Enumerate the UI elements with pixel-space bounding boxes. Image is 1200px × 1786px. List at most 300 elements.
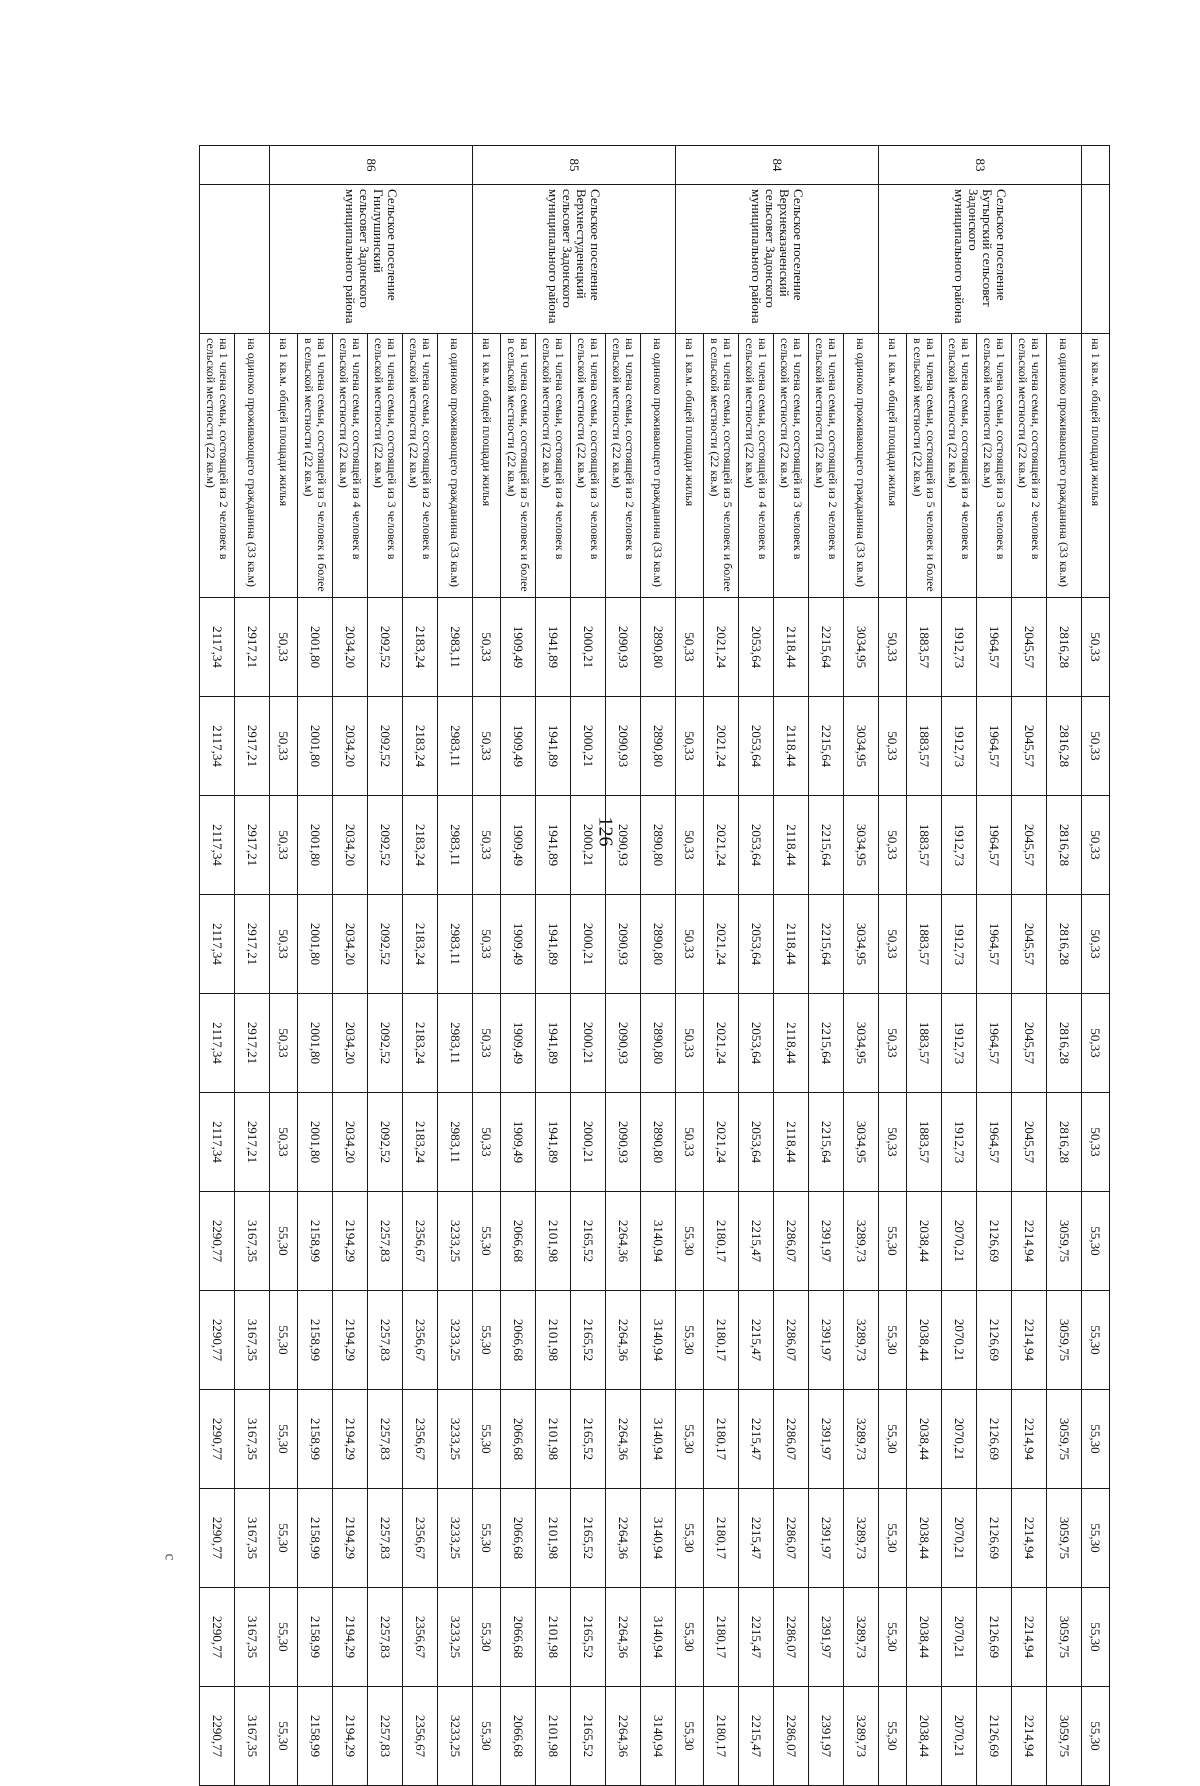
table-row (298, 146, 333, 1786)
value-cell: 55,30 (676, 1390, 704, 1489)
value-cell: 2001,80 (298, 598, 333, 697)
value-cell: 2890,80 (641, 1093, 676, 1192)
value-cell: 2215,47 (739, 1390, 774, 1489)
value-cell: 2816,28 (1047, 796, 1082, 895)
value-cell: 3167,35 (235, 1489, 270, 1588)
row-number: 85 (473, 146, 676, 185)
value-cell: 2214,94 (1012, 1489, 1047, 1588)
value-cell: 2000,21 (571, 895, 606, 994)
table-row (235, 146, 270, 1786)
value-cell: 55,30 (1082, 1192, 1110, 1291)
value-cell: 2034,20 (333, 796, 368, 895)
value-cell: 1941,89 (536, 1093, 571, 1192)
value-cell: 2286,07 (774, 1588, 809, 1687)
value-cell: 2180,17 (704, 1192, 739, 1291)
value-cell: 2816,28 (1047, 1093, 1082, 1192)
value-cell: 2101,98 (536, 1291, 571, 1390)
value-cell: 55,30 (270, 1291, 298, 1390)
value-cell: 1909,49 (501, 895, 536, 994)
value-cell: 2917,21 (235, 598, 270, 697)
value-cell: 2214,94 (1012, 1588, 1047, 1687)
norm-description: на одиноко проживающего гражданина (33 кв.м) (1047, 334, 1082, 598)
value-cell: 2983,11 (438, 697, 473, 796)
settlement-name: Сельское поселение Бутырский сельсовет Задонского муниципального района (879, 185, 1082, 334)
value-cell: 3059,75 (1047, 1192, 1082, 1291)
value-cell: 50,33 (473, 598, 501, 697)
value-cell: 1941,89 (536, 697, 571, 796)
value-cell: 2215,47 (739, 1588, 774, 1687)
value-cell: 2158,99 (298, 1489, 333, 1588)
value-cell: 2126,69 (977, 1687, 1012, 1786)
rotated-table-wrapper (120, 145, 1110, 1758)
value-cell: 3233,25 (438, 1291, 473, 1390)
value-cell: 3140,94 (641, 1588, 676, 1687)
value-cell: 2001,80 (298, 1093, 333, 1192)
table-row (739, 146, 774, 1786)
value-cell: 2101,98 (536, 1687, 571, 1786)
value-cell: 55,30 (473, 1588, 501, 1687)
table-row (942, 146, 977, 1786)
value-cell: 2117,34 (200, 598, 235, 697)
table-row (438, 146, 473, 1786)
value-cell: 50,33 (879, 895, 907, 994)
value-cell: 2983,11 (438, 895, 473, 994)
value-cell: 2286,07 (774, 1192, 809, 1291)
value-cell: 2917,21 (235, 895, 270, 994)
value-cell: 2070,21 (942, 1687, 977, 1786)
value-cell: 2070,21 (942, 1192, 977, 1291)
table-row (1012, 146, 1047, 1786)
value-cell: 55,30 (676, 1489, 704, 1588)
value-cell: 55,30 (473, 1390, 501, 1489)
value-cell: 2264,36 (606, 1588, 641, 1687)
value-cell: 2214,94 (1012, 1192, 1047, 1291)
value-cell: 1883,57 (907, 1093, 942, 1192)
settlement-name: Сельское поселение Гнилушинский сельсовет Задонского муниципального района (270, 185, 473, 334)
value-cell: 2165,52 (571, 1192, 606, 1291)
value-cell: 2090,93 (606, 994, 641, 1093)
value-cell: 3034,95 (844, 895, 879, 994)
norm-description: на 1 члена семьи, состоящей из 4 человек в сельской местности (22 кв.м) (333, 334, 368, 598)
value-cell: 3167,35 (235, 1390, 270, 1489)
value-cell: 50,33 (1082, 895, 1110, 994)
value-cell: 2092,52 (368, 796, 403, 895)
value-cell: 1912,73 (942, 796, 977, 895)
value-cell: 2118,44 (774, 697, 809, 796)
table-row (809, 146, 844, 1786)
value-cell: 2070,21 (942, 1489, 977, 1588)
value-cell: 2117,34 (200, 994, 235, 1093)
value-cell: 2126,69 (977, 1489, 1012, 1588)
norm-description: на 1 члена семьи, состоящей из 2 человек в сельской местности (22 кв.м) (809, 334, 844, 598)
value-cell: 2983,11 (438, 598, 473, 697)
value-cell: 2001,80 (298, 796, 333, 895)
table-row (501, 146, 536, 1786)
value-cell: 2183,24 (403, 895, 438, 994)
value-cell: 2118,44 (774, 994, 809, 1093)
value-cell: 50,33 (676, 994, 704, 1093)
value-cell: 1964,57 (977, 598, 1012, 697)
value-cell: 2066,68 (501, 1192, 536, 1291)
value-cell: 3140,94 (641, 1390, 676, 1489)
value-cell: 2158,99 (298, 1390, 333, 1489)
value-cell: 2066,68 (501, 1390, 536, 1489)
value-cell: 2816,28 (1047, 598, 1082, 697)
value-cell: 3289,73 (844, 1192, 879, 1291)
value-cell: 2053,64 (739, 796, 774, 895)
norm-description: на 1 кв.м. общей площади жилья (879, 334, 907, 598)
value-cell: 2045,57 (1012, 598, 1047, 697)
value-cell: 55,30 (473, 1192, 501, 1291)
value-cell: 1964,57 (977, 796, 1012, 895)
value-cell: 2053,64 (739, 1093, 774, 1192)
value-cell: 50,33 (676, 697, 704, 796)
norm-description: на 1 члена семьи, состоящей из 5 человек и более в сельской местности (22 кв.м) (501, 334, 536, 598)
value-cell: 2000,21 (571, 994, 606, 1093)
value-cell: 2038,44 (907, 1291, 942, 1390)
settlement-name (200, 185, 270, 334)
value-cell: 2126,69 (977, 1390, 1012, 1489)
value-cell: 2101,98 (536, 1489, 571, 1588)
norm-description: на 1 члена семьи, состоящей из 3 человек в сельской местности (22 кв.м) (774, 334, 809, 598)
value-cell: 2158,99 (298, 1687, 333, 1786)
value-cell: 2215,64 (809, 598, 844, 697)
value-cell: 2290,77 (200, 1390, 235, 1489)
value-cell: 3167,35 (235, 1192, 270, 1291)
norm-description: на 1 члена семьи, состоящей из 5 человек и более в сельской местности (22 кв.м) (907, 334, 942, 598)
table-row (270, 146, 298, 1786)
settlement-name: Сельское поселение Верхнестуденецкий сельсовет Задонского муниципального района (473, 185, 676, 334)
value-cell: 2290,77 (200, 1192, 235, 1291)
value-cell: 50,33 (879, 1093, 907, 1192)
value-cell: 2118,44 (774, 598, 809, 697)
value-cell: 2090,93 (606, 796, 641, 895)
table-row (606, 146, 641, 1786)
table-row (1082, 146, 1110, 1786)
value-cell: 3059,75 (1047, 1588, 1082, 1687)
value-cell: 55,30 (676, 1291, 704, 1390)
value-cell: 2101,98 (536, 1192, 571, 1291)
row-number: 84 (676, 146, 879, 185)
value-cell: 2070,21 (942, 1390, 977, 1489)
value-cell: 50,33 (1082, 796, 1110, 895)
table-row (571, 146, 606, 1786)
value-cell: 2391,97 (809, 1687, 844, 1786)
value-cell: 50,33 (676, 796, 704, 895)
value-cell: 2917,21 (235, 994, 270, 1093)
value-cell: 2070,21 (942, 1291, 977, 1390)
value-cell: 2165,52 (571, 1588, 606, 1687)
value-cell: 55,30 (879, 1291, 907, 1390)
value-cell: 55,30 (1082, 1390, 1110, 1489)
value-cell: 50,33 (473, 1093, 501, 1192)
value-cell: 2391,97 (809, 1192, 844, 1291)
norm-description: на 1 члена семьи, состоящей из 2 человек в сельской местности (22 кв.м) (200, 334, 235, 598)
value-cell: 2816,28 (1047, 697, 1082, 796)
value-cell: 1964,57 (977, 895, 1012, 994)
value-cell: 1912,73 (942, 1093, 977, 1192)
value-cell: 2090,93 (606, 598, 641, 697)
value-cell: 2257,83 (368, 1192, 403, 1291)
table-row (907, 146, 942, 1786)
value-cell: 3289,73 (844, 1390, 879, 1489)
norm-description: на 1 члена семьи, состоящей из 2 человек в сельской местности (22 кв.м) (403, 334, 438, 598)
value-cell: 50,33 (676, 1093, 704, 1192)
value-cell: 1883,57 (907, 994, 942, 1093)
value-cell: 3034,95 (844, 796, 879, 895)
value-cell: 50,33 (473, 994, 501, 1093)
norm-description: на 1 члена семьи, состоящей из 3 человек в сельской местности (22 кв.м) (571, 334, 606, 598)
value-cell: 2165,52 (571, 1390, 606, 1489)
norm-description: на 1 кв.м. общей площади жилья (270, 334, 298, 598)
value-cell: 1941,89 (536, 796, 571, 895)
value-cell: 2053,64 (739, 598, 774, 697)
value-cell: 2890,80 (641, 796, 676, 895)
value-cell: 3140,94 (641, 1291, 676, 1390)
value-cell: 2215,47 (739, 1291, 774, 1390)
value-cell: 2053,64 (739, 697, 774, 796)
norm-description: на 1 кв.м. общей площади жилья (1082, 334, 1110, 598)
value-cell: 2286,07 (774, 1489, 809, 1588)
value-cell: 55,30 (473, 1687, 501, 1786)
value-cell: 2117,34 (200, 697, 235, 796)
value-cell: 1964,57 (977, 697, 1012, 796)
value-cell: 3034,95 (844, 994, 879, 1093)
value-cell: 2180,17 (704, 1489, 739, 1588)
value-cell: 2180,17 (704, 1390, 739, 1489)
value-cell: 1941,89 (536, 994, 571, 1093)
value-cell: 50,33 (270, 994, 298, 1093)
value-cell: 2215,47 (739, 1687, 774, 1786)
value-cell: 2257,83 (368, 1291, 403, 1390)
value-cell: 3289,73 (844, 1291, 879, 1390)
value-cell: 2180,17 (704, 1687, 739, 1786)
value-cell: 3034,95 (844, 697, 879, 796)
value-cell: 2000,21 (571, 1093, 606, 1192)
value-cell: 50,33 (1082, 994, 1110, 1093)
value-cell: 2053,64 (739, 895, 774, 994)
value-cell: 1912,73 (942, 994, 977, 1093)
value-cell: 2391,97 (809, 1489, 844, 1588)
norm-description: на 1 члена семьи, состоящей из 2 человек в сельской местности (22 кв.м) (606, 334, 641, 598)
value-cell: 2090,93 (606, 895, 641, 994)
table-row (641, 146, 676, 1786)
value-cell: 2183,24 (403, 994, 438, 1093)
value-cell: 50,33 (473, 895, 501, 994)
value-cell: 2917,21 (235, 697, 270, 796)
value-cell: 2066,68 (501, 1687, 536, 1786)
value-cell: 2356,67 (403, 1291, 438, 1390)
value-cell: 3034,95 (844, 1093, 879, 1192)
table-row (879, 146, 907, 1786)
value-cell: 2183,24 (403, 796, 438, 895)
value-cell: 55,30 (1082, 1588, 1110, 1687)
value-cell: 2257,83 (368, 1588, 403, 1687)
value-cell: 2092,52 (368, 1093, 403, 1192)
housing-cost-table (199, 145, 1110, 1786)
value-cell: 2038,44 (907, 1192, 942, 1291)
value-cell: 2391,97 (809, 1390, 844, 1489)
table-row (704, 146, 739, 1786)
table-row (403, 146, 438, 1786)
value-cell: 2180,17 (704, 1291, 739, 1390)
value-cell: 1941,89 (536, 895, 571, 994)
value-cell: 55,30 (473, 1291, 501, 1390)
value-cell: 1912,73 (942, 697, 977, 796)
norm-description: на 1 члена семьи, состоящей из 5 человек и более в сельской местности (22 кв.м) (704, 334, 739, 598)
value-cell: 55,30 (879, 1687, 907, 1786)
value-cell: 55,30 (1082, 1489, 1110, 1588)
value-cell: 2053,64 (739, 994, 774, 1093)
value-cell: 2092,52 (368, 598, 403, 697)
value-cell: 2194,29 (333, 1390, 368, 1489)
norm-description: на 1 члена семьи, состоящей из 4 человек в сельской местности (22 кв.м) (739, 334, 774, 598)
value-cell: 2001,80 (298, 994, 333, 1093)
value-cell: 2890,80 (641, 697, 676, 796)
value-cell: 2890,80 (641, 895, 676, 994)
value-cell: 55,30 (676, 1192, 704, 1291)
value-cell: 55,30 (676, 1687, 704, 1786)
value-cell: 55,30 (1082, 1687, 1110, 1786)
table-row (774, 146, 809, 1786)
value-cell: 2092,52 (368, 895, 403, 994)
value-cell: 2816,28 (1047, 994, 1082, 1093)
value-cell: 2890,80 (641, 598, 676, 697)
value-cell: 2001,80 (298, 697, 333, 796)
value-cell: 2038,44 (907, 1588, 942, 1687)
value-cell: 50,33 (1082, 697, 1110, 796)
value-cell: 2021,24 (704, 895, 739, 994)
value-cell: 50,33 (676, 598, 704, 697)
value-cell: 2045,57 (1012, 697, 1047, 796)
value-cell: 2183,24 (403, 598, 438, 697)
table-row (977, 146, 1012, 1786)
value-cell: 2045,57 (1012, 796, 1047, 895)
table-row (536, 146, 571, 1786)
value-cell: 2194,29 (333, 1192, 368, 1291)
value-cell: 2158,99 (298, 1291, 333, 1390)
value-cell: 50,33 (879, 697, 907, 796)
value-cell: 2126,69 (977, 1192, 1012, 1291)
row-number: 86 (270, 146, 473, 185)
value-cell: 2356,67 (403, 1687, 438, 1786)
table-row (200, 146, 235, 1786)
value-cell: 2214,94 (1012, 1390, 1047, 1489)
value-cell: 2045,57 (1012, 895, 1047, 994)
value-cell: 2101,98 (536, 1588, 571, 1687)
value-cell: 2264,36 (606, 1291, 641, 1390)
norm-description: на 1 члена семьи, состоящей из 3 человек в сельской местности (22 кв.м) (368, 334, 403, 598)
edge-mark: с (161, 1553, 179, 1561)
value-cell: 2158,99 (298, 1192, 333, 1291)
table-row (676, 146, 704, 1786)
table-row (473, 146, 501, 1786)
value-cell: 3059,75 (1047, 1390, 1082, 1489)
value-cell: 2215,64 (809, 895, 844, 994)
value-cell: 2183,24 (403, 697, 438, 796)
value-cell: 1964,57 (977, 994, 1012, 1093)
table-row (1047, 146, 1082, 1786)
value-cell: 3233,25 (438, 1588, 473, 1687)
value-cell: 2183,24 (403, 1093, 438, 1192)
norm-description: на одиноко проживающего гражданина (33 кв.м) (438, 334, 473, 598)
norm-description: на 1 члена семьи, состоящей из 4 человек в сельской местности (22 кв.м) (942, 334, 977, 598)
value-cell: 2264,36 (606, 1489, 641, 1588)
value-cell: 2070,21 (942, 1588, 977, 1687)
value-cell: 3059,75 (1047, 1687, 1082, 1786)
value-cell: 1883,57 (907, 697, 942, 796)
norm-description: на одиноко проживающего гражданина (33 кв.м) (641, 334, 676, 598)
value-cell: 2180,17 (704, 1588, 739, 1687)
value-cell: 2356,67 (403, 1192, 438, 1291)
value-cell: 1912,73 (942, 598, 977, 697)
value-cell: 1883,57 (907, 895, 942, 994)
value-cell: 50,33 (879, 796, 907, 895)
value-cell: 2194,29 (333, 1489, 368, 1588)
value-cell: 2356,67 (403, 1489, 438, 1588)
value-cell: 2045,57 (1012, 1093, 1047, 1192)
norm-description: на 1 члена семьи, состоящей из 4 человек в сельской местности (22 кв.м) (536, 334, 571, 598)
value-cell: 2356,67 (403, 1588, 438, 1687)
value-cell: 2257,83 (368, 1390, 403, 1489)
value-cell: 2034,20 (333, 598, 368, 697)
page-number: 126 (594, 816, 617, 847)
value-cell: 2118,44 (774, 895, 809, 994)
value-cell: 2290,77 (200, 1687, 235, 1786)
value-cell: 2290,77 (200, 1489, 235, 1588)
table-row (333, 146, 368, 1786)
value-cell: 2215,64 (809, 994, 844, 1093)
value-cell: 50,33 (473, 796, 501, 895)
norm-description: на одиноко проживающего гражданина (33 кв.м) (844, 334, 879, 598)
row-number: 83 (879, 146, 1082, 185)
value-cell: 2092,52 (368, 697, 403, 796)
value-cell: 2021,24 (704, 796, 739, 895)
norm-description: на одиноко проживающего гражданина (33 кв.м) (235, 334, 270, 598)
value-cell: 3233,25 (438, 1390, 473, 1489)
value-cell: 55,30 (676, 1588, 704, 1687)
value-cell: 2158,99 (298, 1588, 333, 1687)
value-cell: 2194,29 (333, 1687, 368, 1786)
table-row (844, 146, 879, 1786)
value-cell: 2286,07 (774, 1687, 809, 1786)
value-cell: 2021,24 (704, 697, 739, 796)
value-cell: 2890,80 (641, 994, 676, 1093)
value-cell: 2066,68 (501, 1489, 536, 1588)
value-cell: 50,33 (1082, 1093, 1110, 1192)
value-cell: 55,30 (1082, 1291, 1110, 1390)
settlement-name (1082, 185, 1110, 334)
value-cell: 2215,47 (739, 1192, 774, 1291)
value-cell: 2126,69 (977, 1588, 1012, 1687)
value-cell: 2021,24 (704, 1093, 739, 1192)
value-cell: 2001,80 (298, 895, 333, 994)
value-cell: 50,33 (270, 796, 298, 895)
value-cell: 2045,57 (1012, 994, 1047, 1093)
norm-description: на 1 члена семьи, состоящей из 5 человек и более в сельской местности (22 кв.м) (298, 334, 333, 598)
value-cell: 1964,57 (977, 1093, 1012, 1192)
value-cell: 2215,64 (809, 697, 844, 796)
value-cell: 2215,47 (739, 1489, 774, 1588)
value-cell: 2917,21 (235, 1093, 270, 1192)
value-cell: 2286,07 (774, 1291, 809, 1390)
value-cell: 1909,49 (501, 598, 536, 697)
value-cell: 55,30 (879, 1489, 907, 1588)
value-cell: 2391,97 (809, 1588, 844, 1687)
row-number (1082, 146, 1110, 185)
value-cell: 50,33 (270, 895, 298, 994)
table-body (200, 146, 1110, 1786)
